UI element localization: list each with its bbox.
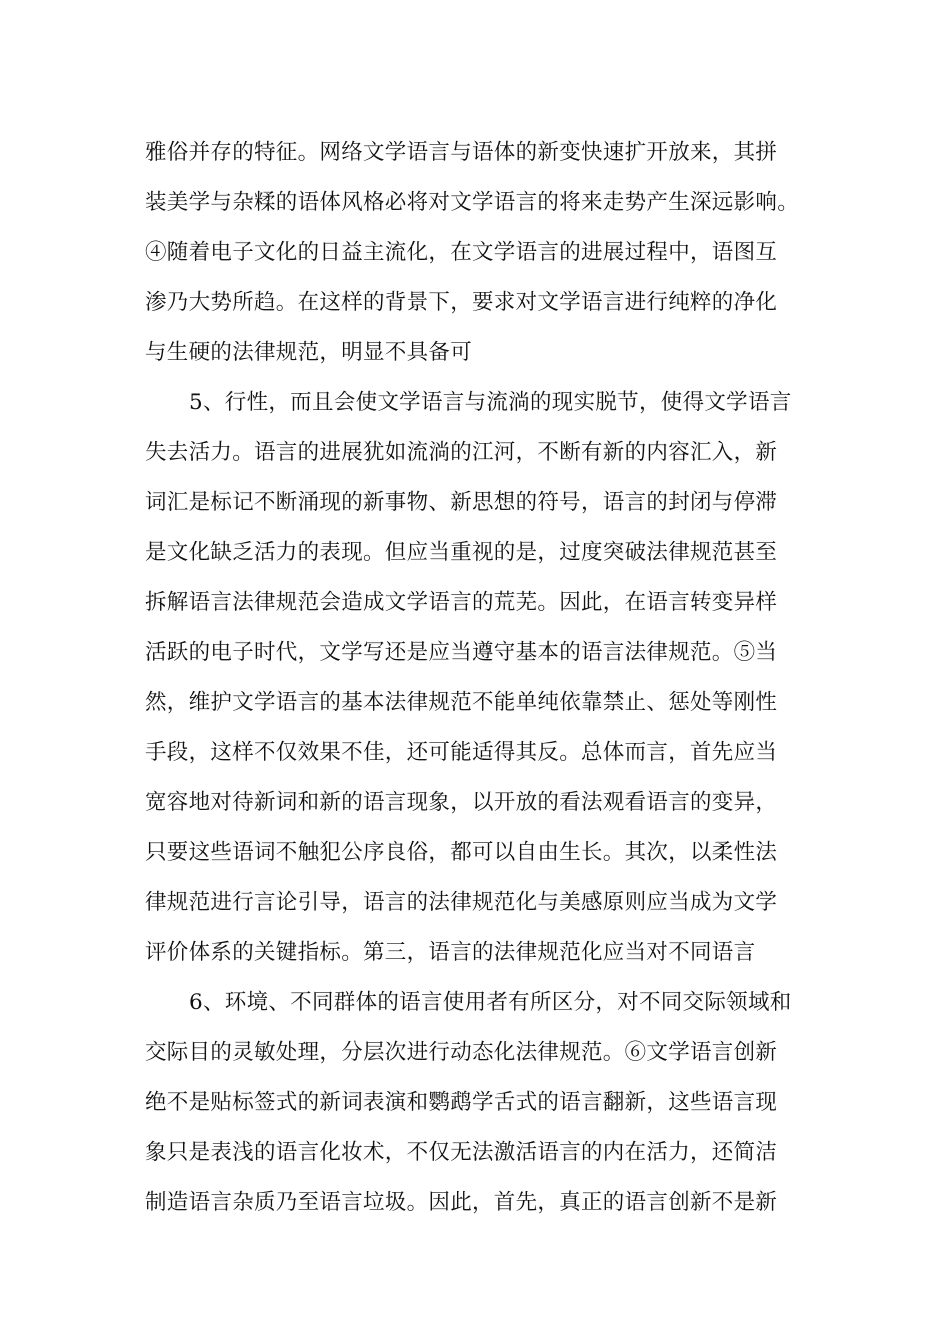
text-line: 是文化缺乏活力的表现。但应当重视的是，过度突破法律规范甚至 [145, 540, 778, 565]
text-line: 象只是表浅的语言化妆术，不仅无法激活语言的内在活力，还简洁 [145, 1140, 778, 1165]
text-line: 手段，这样不仅效果不佳，还可能适得其反。总体而言，首先应当 [145, 740, 778, 765]
text-line: 与生硬的法律规范，明显不具备可 [145, 340, 473, 365]
text-line: 拆解语言法律规范会造成文学语言的荒芜。因此，在语言转变异样 [145, 590, 778, 615]
text-line: 雅俗并存的特征。网络文学语言与语体的新变快速扩开放来，其拼 [145, 140, 778, 165]
text-line: ④随着电子文化的日益主流化，在文学语言的进展过程中，语图互 [145, 240, 778, 265]
text-line: 宽容地对待新词和新的语言现象，以开放的看法观看语言的变异， [145, 790, 778, 815]
text-line: 绝不是贴标签式的新词表演和鹦鹉学舌式的语言翻新，这些语言现 [145, 1090, 778, 1115]
paragraph-start-line: 5、行性，而且会使文学语言与流淌的现实脱节，使得文学语言 [189, 390, 792, 415]
text-line: 渗乃大势所趋。在这样的背景下，要求对文学语言进行纯粹的净化 [145, 290, 778, 315]
paragraph-start-line: 6、环境、不同群体的语言使用者有所区分，对不同交际领域和 [189, 990, 792, 1015]
text-line: 词汇是标记不断涌现的新事物、新思想的符号，语言的封闭与停滞 [145, 490, 778, 515]
text-line: 制造语言杂质乃至语言垃圾。因此，首先，真正的语言创新不是新 [145, 1190, 778, 1215]
text-line: 交际目的灵敏处理，分层次进行动态化法律规范。⑥文学语言创新 [145, 1040, 778, 1065]
text-line: 评价体系的关键指标。第三，语言的法律规范化应当对不同语言 [145, 940, 756, 965]
text-line: 然，维护文学语言的基本法律规范不能单纯依靠禁止、惩处等刚性 [145, 690, 778, 715]
text-line: 只要这些语词不触犯公序良俗，都可以自由生长。其次，以柔性法 [145, 840, 778, 865]
text-line: 失去活力。语言的进展犹如流淌的江河，不断有新的内容汇入，新 [145, 440, 778, 465]
text-line: 活跃的电子时代，文学写还是应当遵守基本的语言法律规范。⑤当 [145, 640, 778, 665]
text-line: 律规范进行言论引导，语言的法律规范化与美感原则应当成为文学 [145, 890, 778, 915]
text-line: 装美学与杂糅的语体风格必将对文学语言的将来走势产生深远影响。 [145, 190, 800, 215]
